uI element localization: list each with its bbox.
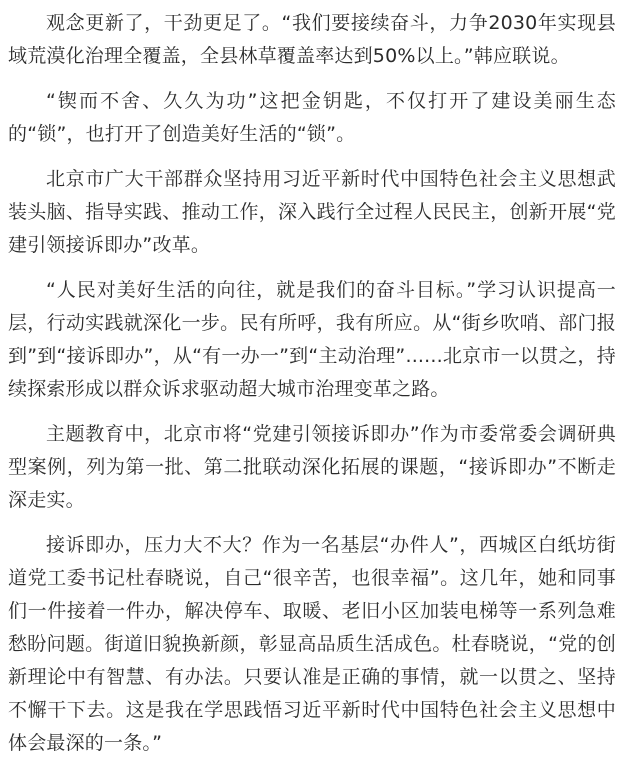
paragraph: 观念更新了，干劲更足了。“我们要接续奋斗，力争2030年实现县域荒漠化治理全覆盖，全县林草覆盖率达到50%以上。”韩应联说。: [8, 12, 616, 67]
paragraph: “人民对美好生活的向往，就是我们的奋斗目标。”学习认识提高一层，行动实践就深化一步。民有所呼，我有所应。从“街乡吹哨、部门报到”到“接诉即办”，从“有一办一”到“主动治理”......北京市一以贯之，持续探索形成以群众诉求驱动超大城市治理变革之路。: [8, 279, 616, 400]
paragraph: 接诉即办，压力大不大？作为一名基层“办件人”，西城区白纸坊街道党工委书记杜春晓说，自己“很辛苦，也很幸福”。这几年，她和同事们一件接着一件办，解决停车、取暖、老旧小区加装电梯等一系列急难愁盼问题。街道旧貌换新颜，彰显高品质生活成色。杜春晓说，“党的创新理论中有智慧、有办法。只要认准是正确的事情，就一以贯之、坚持不懈干下去。这是我在学思践悟习近平新时代中国特色社会主义思想中体会最深的一条。”: [8, 534, 616, 754]
paragraph: 北京市广大干部群众坚持用习近平新时代中国特色社会主义思想武装头脑、指导实践、推动工作，深入践行全过程人民民主，创新开展“党建引领接诉即办”改革。: [8, 168, 616, 256]
paragraph: 主题教育中，北京市将“党建引领接诉即办”作为市委常委会调研典型案例，列为第一批、第二批联动深化拓展的课题，“接诉即办”不断走深走实。: [8, 423, 616, 511]
paragraph: “锲而不舍、久久为功”这把金钥匙，不仅打开了建设美丽生态的“锁”，也打开了创造美好生活的“锁”。: [8, 90, 616, 145]
